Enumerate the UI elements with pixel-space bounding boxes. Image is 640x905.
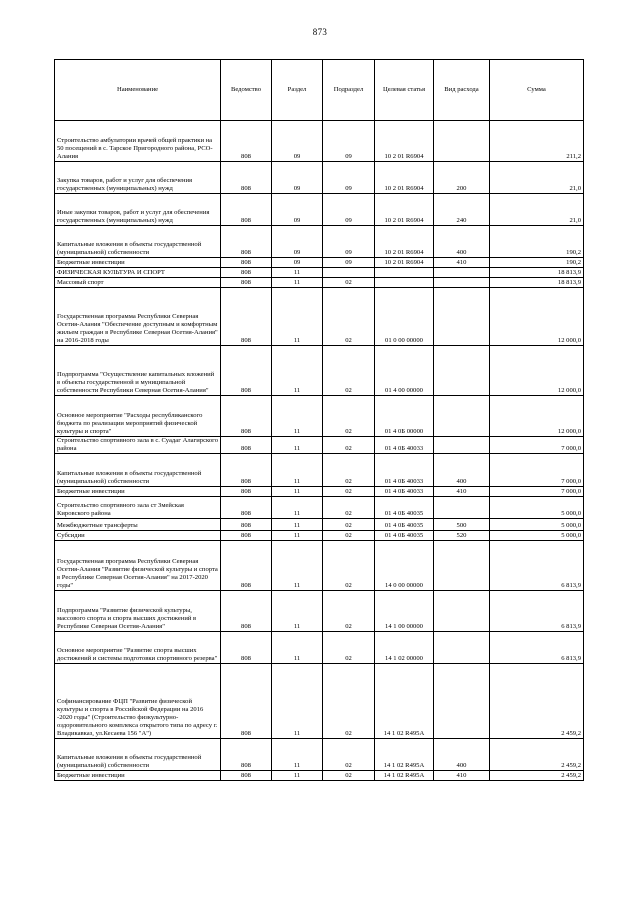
cell-subsection (323, 268, 375, 278)
table-row (55, 497, 584, 519)
table-row (55, 437, 584, 454)
table-row (55, 346, 584, 396)
cell-name: Массовый спорт (55, 278, 221, 288)
cell-department: 808 (221, 541, 272, 591)
cell-department: 808 (221, 258, 272, 268)
cell-amount: 21,0 (490, 162, 584, 194)
cell-expense-type (434, 497, 490, 519)
cell-department: 808 (221, 531, 272, 541)
cell-target-article: 10 2 01 R6904 (375, 194, 434, 226)
cell-target-article: 01 4 0Б 40035 (375, 497, 434, 519)
cell-department: 808 (221, 121, 272, 162)
header-target-article: Целевая статья (375, 60, 434, 121)
table-row (55, 258, 584, 268)
cell-subsection: 02 (323, 739, 375, 771)
table-row (55, 541, 584, 591)
cell-expense-type: 400 (434, 226, 490, 258)
cell-target-article: 14 1 02 R495А (375, 739, 434, 771)
page-number: 873 (312, 27, 328, 37)
cell-expense-type (434, 121, 490, 162)
table-body (55, 121, 584, 781)
cell-name: Подпрограмма "Развитие физической культуры, массового спорта и спорта высших достижений в Республике Северная Осетия-Алания" (55, 591, 221, 632)
cell-department: 808 (221, 268, 272, 278)
cell-department: 808 (221, 771, 272, 781)
cell-amount: 7 000,0 (490, 437, 584, 454)
cell-subsection: 02 (323, 396, 375, 437)
table-row (55, 226, 584, 258)
table-row (55, 268, 584, 278)
cell-department: 808 (221, 591, 272, 632)
cell-section: 11 (272, 487, 323, 497)
cell-subsection: 02 (323, 632, 375, 664)
cell-name: Капитальные вложения в объекты государственной (муниципальной) собственности (55, 226, 221, 258)
cell-section: 11 (272, 541, 323, 591)
table-row (55, 519, 584, 531)
cell-name: Капитальные вложения в объекты государственной (муниципальной) собственности (55, 739, 221, 771)
cell-target-article: 01 4 0Б 40033 (375, 487, 434, 497)
cell-amount: 190,2 (490, 226, 584, 258)
header-section: Раздел (272, 60, 323, 121)
cell-section: 11 (272, 771, 323, 781)
cell-expense-type: 410 (434, 487, 490, 497)
cell-department: 808 (221, 519, 272, 531)
cell-name: Субсидии (55, 531, 221, 541)
cell-subsection: 02 (323, 497, 375, 519)
cell-amount: 5 000,0 (490, 497, 584, 519)
cell-subsection: 02 (323, 664, 375, 739)
cell-subsection: 09 (323, 121, 375, 162)
cell-department: 808 (221, 396, 272, 437)
cell-target-article (375, 278, 434, 288)
cell-target-article: 10 2 01 R6904 (375, 226, 434, 258)
cell-target-article: 14 0 00 00000 (375, 541, 434, 591)
cell-subsection: 09 (323, 226, 375, 258)
table-row (55, 121, 584, 162)
table-row (55, 288, 584, 346)
cell-section: 11 (272, 531, 323, 541)
cell-section: 11 (272, 268, 323, 278)
table-row (55, 278, 584, 288)
cell-section: 09 (272, 194, 323, 226)
cell-target-article: 01 4 0Б 40035 (375, 531, 434, 541)
cell-section: 11 (272, 437, 323, 454)
cell-name: Подпрограмма "Осуществление капитальных вложений в объекты государственной и муниципальной собственности Республики Северная Осетия-Алания" (55, 346, 221, 396)
cell-section: 11 (272, 632, 323, 664)
cell-amount: 12 000,0 (490, 346, 584, 396)
cell-department: 808 (221, 739, 272, 771)
cell-amount: 6 813,9 (490, 541, 584, 591)
cell-expense-type: 520 (434, 531, 490, 541)
cell-subsection: 09 (323, 194, 375, 226)
cell-subsection: 02 (323, 288, 375, 346)
cell-name: Межбюджетные трансферты (55, 519, 221, 531)
table-row (55, 771, 584, 781)
cell-section: 09 (272, 258, 323, 268)
cell-expense-type (434, 268, 490, 278)
cell-name: ФИЗИЧЕСКАЯ КУЛЬТУРА И СПОРТ (55, 268, 221, 278)
cell-amount: 6 813,9 (490, 591, 584, 632)
header-department: Ведомство (221, 60, 272, 121)
cell-target-article (375, 268, 434, 278)
header-expense-type: Вид расхода (434, 60, 490, 121)
cell-target-article: 01 4 0Б 40033 (375, 454, 434, 487)
table-row (55, 632, 584, 664)
cell-subsection: 02 (323, 519, 375, 531)
table-header-row (55, 60, 584, 121)
cell-amount: 5 000,0 (490, 519, 584, 531)
cell-expense-type (434, 278, 490, 288)
cell-department: 808 (221, 288, 272, 346)
header-subsection: Подраздел (323, 60, 375, 121)
cell-section: 11 (272, 739, 323, 771)
cell-expense-type: 400 (434, 454, 490, 487)
cell-expense-type: 240 (434, 194, 490, 226)
cell-name: Основное мероприятие "Развитие спорта высших достижений и системы подготовки спортивного резерва" (55, 632, 221, 664)
cell-target-article: 14 1 02 00000 (375, 632, 434, 664)
cell-subsection: 02 (323, 278, 375, 288)
cell-subsection: 02 (323, 346, 375, 396)
table-row (55, 739, 584, 771)
cell-department: 808 (221, 454, 272, 487)
cell-subsection: 09 (323, 258, 375, 268)
cell-section: 11 (272, 519, 323, 531)
cell-expense-type: 400 (434, 739, 490, 771)
table-row (55, 487, 584, 497)
cell-expense-type (434, 664, 490, 739)
cell-expense-type (434, 396, 490, 437)
cell-target-article: 01 4 0Б 00000 (375, 396, 434, 437)
cell-amount: 7 000,0 (490, 487, 584, 497)
cell-target-article: 10 2 01 R6904 (375, 121, 434, 162)
cell-amount: 190,2 (490, 258, 584, 268)
cell-target-article: 01 4 00 00000 (375, 346, 434, 396)
cell-expense-type (434, 346, 490, 396)
cell-amount: 211,2 (490, 121, 584, 162)
cell-section: 09 (272, 226, 323, 258)
table-row (55, 664, 584, 739)
cell-expense-type (434, 541, 490, 591)
cell-subsection: 02 (323, 531, 375, 541)
cell-amount: 21,0 (490, 194, 584, 226)
cell-department: 808 (221, 346, 272, 396)
cell-section: 09 (272, 121, 323, 162)
cell-subsection: 02 (323, 591, 375, 632)
table-row (55, 396, 584, 437)
cell-name: Бюджетные инвестиции (55, 487, 221, 497)
cell-name: Основное мероприятие "Расходы республиканского бюджета по реализации мероприятий физической культуры и спорта" (55, 396, 221, 437)
cell-section: 11 (272, 454, 323, 487)
cell-section: 11 (272, 591, 323, 632)
header-name: Наименование (55, 60, 221, 121)
cell-subsection: 02 (323, 454, 375, 487)
cell-name: Иные закупки товаров, работ и услуг для обеспечения государственных (муниципальных) нужд (55, 194, 221, 226)
cell-name: Государственная программа Республики Северная Осетия-Алания "Развитие физической культуры и спорта в Республике Северная Осетия-Алания" на 2017-2020 годы" (55, 541, 221, 591)
cell-department: 808 (221, 497, 272, 519)
cell-name: Государственная программа Республики Северная Осетия-Алания "Обеспечение доступным и комфортным жильем граждан в Республике Северная Осетия-Алания" на 2016-2018 годы (55, 288, 221, 346)
cell-amount: 7 000,0 (490, 454, 584, 487)
cell-amount: 18 813,9 (490, 268, 584, 278)
cell-section: 11 (272, 288, 323, 346)
cell-target-article: 01 4 0Б 40033 (375, 437, 434, 454)
cell-name: Капитальные вложения в объекты государственной (муниципальной) собственности (55, 454, 221, 487)
cell-expense-type: 200 (434, 162, 490, 194)
cell-department: 808 (221, 194, 272, 226)
cell-expense-type (434, 437, 490, 454)
cell-department: 808 (221, 226, 272, 258)
table-row (55, 531, 584, 541)
table-row (55, 162, 584, 194)
cell-amount: 2 459,2 (490, 664, 584, 739)
cell-expense-type (434, 288, 490, 346)
cell-target-article: 01 4 0Б 40035 (375, 519, 434, 531)
cell-section: 11 (272, 664, 323, 739)
cell-amount: 6 813,9 (490, 632, 584, 664)
cell-department: 808 (221, 278, 272, 288)
cell-target-article: 14 1 02 R495А (375, 664, 434, 739)
cell-name: Строительство амбулатории врачей общей практики на 50 посещений в с. Тарское Пригородного района, РСО-Алания (55, 121, 221, 162)
table-row (55, 194, 584, 226)
cell-name: Строительство спортивного зала ст Змейская Кировского района (55, 497, 221, 519)
cell-expense-type (434, 632, 490, 664)
header-amount: Сумма (490, 60, 584, 121)
cell-department: 808 (221, 162, 272, 194)
cell-section: 11 (272, 497, 323, 519)
cell-subsection: 02 (323, 437, 375, 454)
cell-name: Закупка товаров, работ и услуг для обеспечения государственных (муниципальных) нужд (55, 162, 221, 194)
cell-expense-type (434, 591, 490, 632)
budget-table (54, 59, 584, 781)
cell-amount: 2 459,2 (490, 739, 584, 771)
cell-section: 11 (272, 278, 323, 288)
cell-section: 11 (272, 346, 323, 396)
cell-section: 11 (272, 396, 323, 437)
cell-department: 808 (221, 664, 272, 739)
cell-target-article: 14 1 02 R495А (375, 771, 434, 781)
cell-subsection: 02 (323, 487, 375, 497)
cell-amount: 2 459,2 (490, 771, 584, 781)
cell-department: 808 (221, 632, 272, 664)
cell-target-article: 14 1 00 00000 (375, 591, 434, 632)
cell-expense-type: 410 (434, 258, 490, 268)
cell-amount: 12 000,0 (490, 288, 584, 346)
cell-department: 808 (221, 487, 272, 497)
cell-target-article: 10 2 01 R6904 (375, 162, 434, 194)
cell-target-article: 01 0 00 00000 (375, 288, 434, 346)
cell-name: Бюджетные инвестиции (55, 258, 221, 268)
cell-expense-type: 500 (434, 519, 490, 531)
cell-section: 09 (272, 162, 323, 194)
cell-name: Бюджетные инвестиции (55, 771, 221, 781)
cell-target-article: 10 2 01 R6904 (375, 258, 434, 268)
cell-amount: 5 000,0 (490, 531, 584, 541)
cell-subsection: 02 (323, 771, 375, 781)
table-row (55, 454, 584, 487)
cell-amount: 12 000,0 (490, 396, 584, 437)
cell-subsection: 02 (323, 541, 375, 591)
table-row (55, 591, 584, 632)
cell-subsection: 09 (323, 162, 375, 194)
cell-name: Софинансирование ФЦП "Развитие физической культуры и спорта в Российской Федерации на 2016 -2020 годы" (Строительство физкультурно-оздоровительного комплекса открытого типа по адресу г. Владикавказ, ул.Кесаева 156 "А") (55, 664, 221, 739)
cell-amount: 18 813,9 (490, 278, 584, 288)
cell-name: Строительство спортивного зала в с. Суадаг Алагирского района (55, 437, 221, 454)
cell-expense-type: 410 (434, 771, 490, 781)
cell-department: 808 (221, 437, 272, 454)
